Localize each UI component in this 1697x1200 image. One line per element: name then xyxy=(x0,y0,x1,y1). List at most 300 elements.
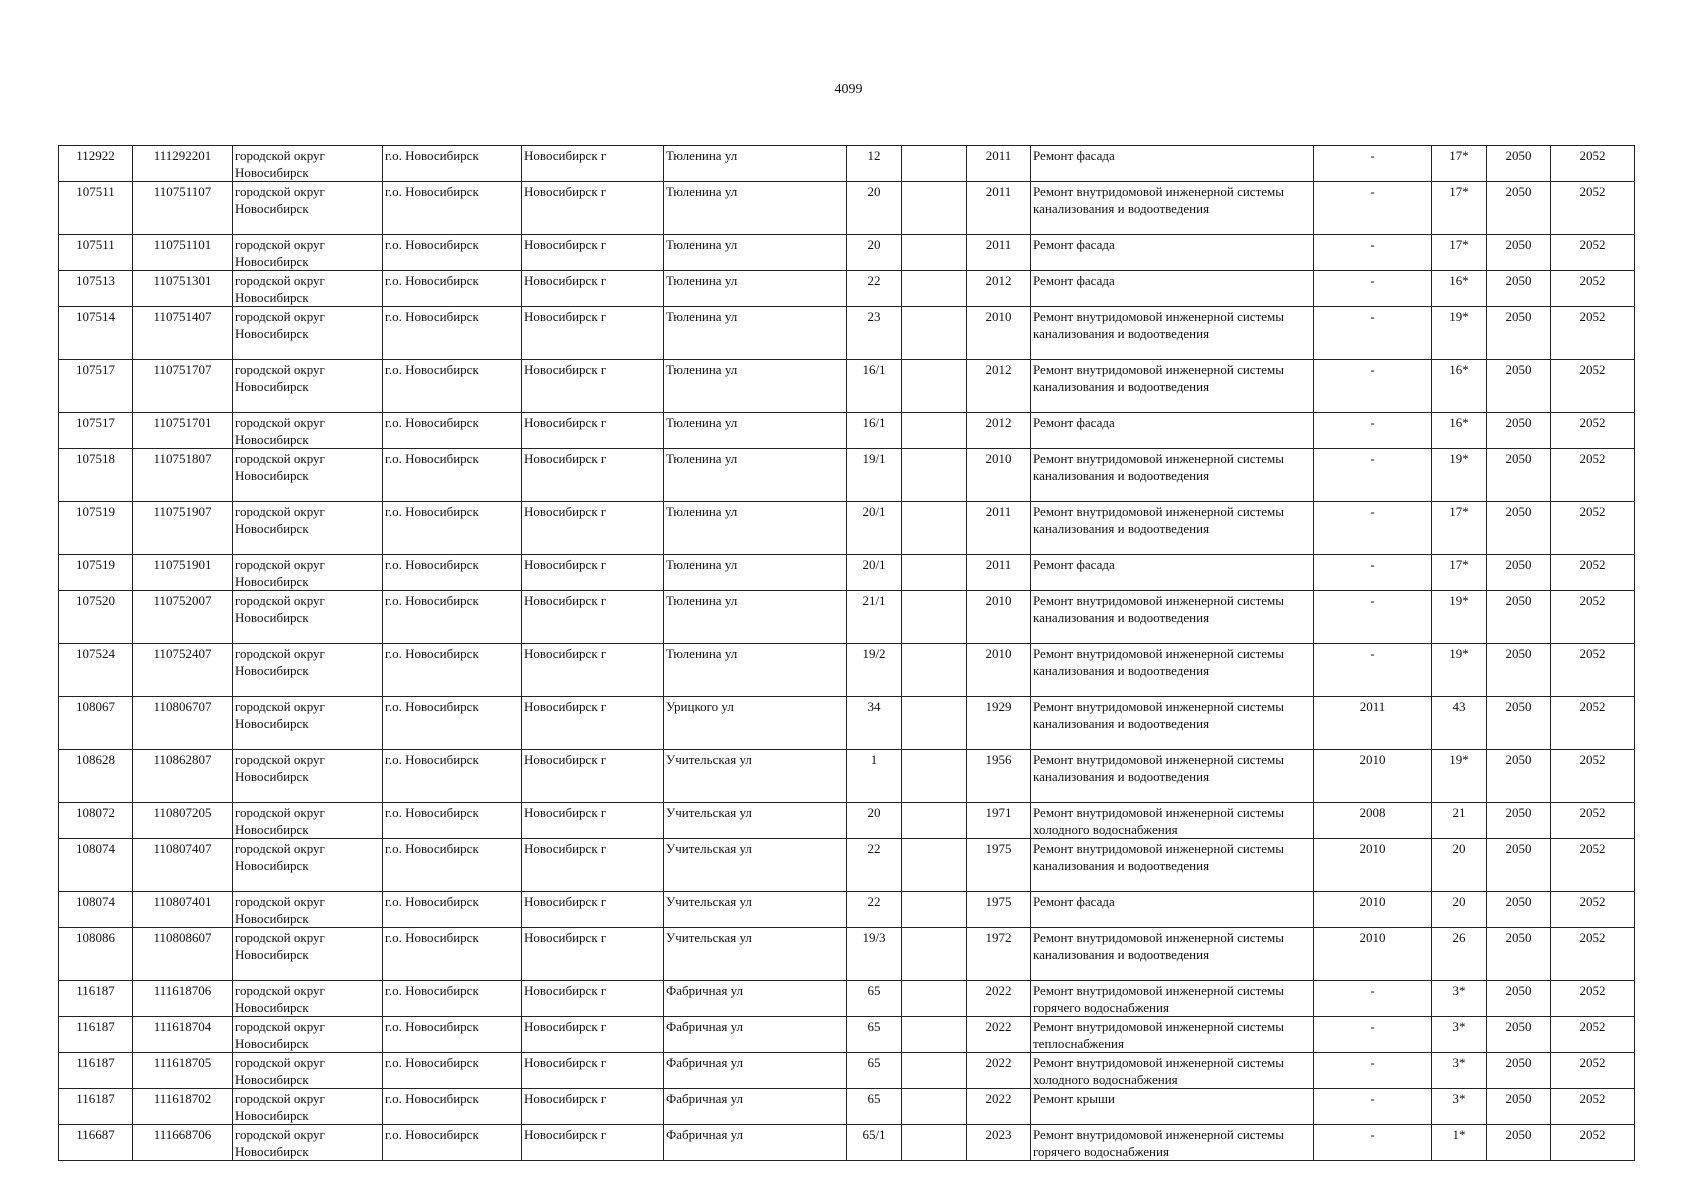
corpus-cell xyxy=(902,555,967,591)
plan-end-cell: 2052 xyxy=(1551,271,1635,307)
street-cell: Фабричная ул xyxy=(664,1017,847,1053)
house-id-cell: 108628 xyxy=(59,750,133,803)
work-type-cell: Ремонт внутридомовой инженерной системы канализования и водоотведения xyxy=(1031,307,1314,360)
work-code-cell: 111292201 xyxy=(133,146,233,182)
wear-cell: 3* xyxy=(1432,981,1487,1017)
settlement-cell: г.о. Новосибирск xyxy=(383,1053,522,1089)
work-code-cell: 110751907 xyxy=(133,502,233,555)
municipality-cell: городской округ Новосибирск xyxy=(233,644,383,697)
table-body xyxy=(59,146,1635,1161)
street-cell: Урицкого ул xyxy=(664,697,847,750)
plan-end-cell: 2052 xyxy=(1551,307,1635,360)
house-number-cell: 12 xyxy=(847,146,902,182)
street-cell: Тюленина ул xyxy=(664,555,847,591)
work-type-cell: Ремонт внутридомовой инженерной системы канализования и водоотведения xyxy=(1031,644,1314,697)
last-repair-year-cell: 2008 xyxy=(1314,803,1432,839)
house-id-cell: 107520 xyxy=(59,591,133,644)
street-cell: Фабричная ул xyxy=(664,1089,847,1125)
municipality-cell: городской округ Новосибирск xyxy=(233,1053,383,1089)
work-code-cell: 110751107 xyxy=(133,182,233,235)
year-built-cell: 2011 xyxy=(967,235,1031,271)
municipality-cell: городской округ Новосибирск xyxy=(233,839,383,892)
table-row xyxy=(59,803,1635,839)
house-number-cell: 20/1 xyxy=(847,502,902,555)
house-id-cell: 108072 xyxy=(59,803,133,839)
settlement-cell: г.о. Новосибирск xyxy=(383,307,522,360)
wear-cell: 19* xyxy=(1432,449,1487,502)
settlement-cell: г.о. Новосибирск xyxy=(383,981,522,1017)
table-row xyxy=(59,1053,1635,1089)
page-number: 4099 xyxy=(834,82,863,97)
street-cell: Фабричная ул xyxy=(664,981,847,1017)
corpus-cell xyxy=(902,449,967,502)
table-row xyxy=(59,591,1635,644)
street-cell: Учительская ул xyxy=(664,750,847,803)
last-repair-year-cell: 2010 xyxy=(1314,839,1432,892)
street-cell: Тюленина ул xyxy=(664,591,847,644)
plan-start-cell: 2050 xyxy=(1487,182,1551,235)
work-type-cell: Ремонт крыши xyxy=(1031,1089,1314,1125)
last-repair-year-cell: - xyxy=(1314,413,1432,449)
year-built-cell: 2022 xyxy=(967,1017,1031,1053)
locality-cell: Новосибирск г xyxy=(522,502,664,555)
locality-cell: Новосибирск г xyxy=(522,750,664,803)
street-cell: Учительская ул xyxy=(664,928,847,981)
work-code-cell: 110751707 xyxy=(133,360,233,413)
year-built-cell: 1972 xyxy=(967,928,1031,981)
plan-start-cell: 2050 xyxy=(1487,1089,1551,1125)
corpus-cell xyxy=(902,644,967,697)
house-id-cell: 107517 xyxy=(59,360,133,413)
house-number-cell: 20 xyxy=(847,803,902,839)
street-cell: Фабричная ул xyxy=(664,1053,847,1089)
house-id-cell: 107519 xyxy=(59,502,133,555)
wear-cell: 43 xyxy=(1432,697,1487,750)
settlement-cell: г.о. Новосибирск xyxy=(383,892,522,928)
street-cell: Тюленина ул xyxy=(664,360,847,413)
work-code-cell: 110808607 xyxy=(133,928,233,981)
locality-cell: Новосибирск г xyxy=(522,1017,664,1053)
year-built-cell: 1975 xyxy=(967,892,1031,928)
last-repair-year-cell: - xyxy=(1314,981,1432,1017)
year-built-cell: 2011 xyxy=(967,146,1031,182)
work-code-cell: 111668706 xyxy=(133,1125,233,1161)
plan-start-cell: 2050 xyxy=(1487,644,1551,697)
street-cell: Тюленина ул xyxy=(664,271,847,307)
corpus-cell xyxy=(902,1089,967,1125)
locality-cell: Новосибирск г xyxy=(522,839,664,892)
wear-cell: 26 xyxy=(1432,928,1487,981)
work-type-cell: Ремонт внутридомовой инженерной системы канализования и водоотведения xyxy=(1031,360,1314,413)
plan-end-cell: 2052 xyxy=(1551,449,1635,502)
plan-end-cell: 2052 xyxy=(1551,981,1635,1017)
street-cell: Учительская ул xyxy=(664,803,847,839)
house-id-cell: 116687 xyxy=(59,1125,133,1161)
settlement-cell: г.о. Новосибирск xyxy=(383,360,522,413)
table-row xyxy=(59,413,1635,449)
settlement-cell: г.о. Новосибирск xyxy=(383,413,522,449)
work-code-cell: 110807401 xyxy=(133,892,233,928)
street-cell: Учительская ул xyxy=(664,839,847,892)
corpus-cell xyxy=(902,307,967,360)
house-id-cell: 116187 xyxy=(59,1017,133,1053)
wear-cell: 3* xyxy=(1432,1053,1487,1089)
plan-end-cell: 2052 xyxy=(1551,1053,1635,1089)
house-number-cell: 16/1 xyxy=(847,413,902,449)
work-type-cell: Ремонт фасада xyxy=(1031,555,1314,591)
table-row xyxy=(59,502,1635,555)
house-number-cell: 65 xyxy=(847,981,902,1017)
corpus-cell xyxy=(902,1017,967,1053)
work-type-cell: Ремонт внутридомовой инженерной системы канализования и водоотведения xyxy=(1031,839,1314,892)
year-built-cell: 1971 xyxy=(967,803,1031,839)
wear-cell: 20 xyxy=(1432,839,1487,892)
year-built-cell: 2011 xyxy=(967,182,1031,235)
work-type-cell: Ремонт внутридомовой инженерной системы канализования и водоотведения xyxy=(1031,502,1314,555)
last-repair-year-cell: - xyxy=(1314,360,1432,413)
house-number-cell: 20 xyxy=(847,182,902,235)
table-row xyxy=(59,182,1635,235)
table-row xyxy=(59,892,1635,928)
work-type-cell: Ремонт фасада xyxy=(1031,413,1314,449)
last-repair-year-cell: - xyxy=(1314,182,1432,235)
repair-schedule-table xyxy=(58,145,1635,1161)
house-number-cell: 34 xyxy=(847,697,902,750)
house-number-cell: 65/1 xyxy=(847,1125,902,1161)
year-built-cell: 2012 xyxy=(967,413,1031,449)
plan-end-cell: 2052 xyxy=(1551,644,1635,697)
table-row xyxy=(59,307,1635,360)
year-built-cell: 2011 xyxy=(967,555,1031,591)
work-type-cell: Ремонт фасада xyxy=(1031,235,1314,271)
last-repair-year-cell: - xyxy=(1314,1089,1432,1125)
year-built-cell: 2010 xyxy=(967,644,1031,697)
municipality-cell: городской округ Новосибирск xyxy=(233,502,383,555)
table-row xyxy=(59,1089,1635,1125)
wear-cell: 16* xyxy=(1432,360,1487,413)
table-row xyxy=(59,235,1635,271)
work-code-cell: 110751807 xyxy=(133,449,233,502)
wear-cell: 17* xyxy=(1432,235,1487,271)
street-cell: Тюленина ул xyxy=(664,449,847,502)
corpus-cell xyxy=(902,413,967,449)
plan-end-cell: 2052 xyxy=(1551,803,1635,839)
settlement-cell: г.о. Новосибирск xyxy=(383,146,522,182)
house-number-cell: 22 xyxy=(847,892,902,928)
wear-cell: 19* xyxy=(1432,644,1487,697)
house-id-cell: 108067 xyxy=(59,697,133,750)
last-repair-year-cell: 2010 xyxy=(1314,892,1432,928)
house-number-cell: 20/1 xyxy=(847,555,902,591)
work-code-cell: 111618706 xyxy=(133,981,233,1017)
plan-start-cell: 2050 xyxy=(1487,360,1551,413)
corpus-cell xyxy=(902,839,967,892)
settlement-cell: г.о. Новосибирск xyxy=(383,803,522,839)
plan-start-cell: 2050 xyxy=(1487,697,1551,750)
settlement-cell: г.о. Новосибирск xyxy=(383,182,522,235)
municipality-cell: городской округ Новосибирск xyxy=(233,1017,383,1053)
house-id-cell: 107517 xyxy=(59,413,133,449)
wear-cell: 16* xyxy=(1432,271,1487,307)
locality-cell: Новосибирск г xyxy=(522,360,664,413)
table-row xyxy=(59,360,1635,413)
work-code-cell: 110751407 xyxy=(133,307,233,360)
settlement-cell: г.о. Новосибирск xyxy=(383,1089,522,1125)
work-code-cell: 110752007 xyxy=(133,591,233,644)
house-id-cell: 107519 xyxy=(59,555,133,591)
table-row xyxy=(59,839,1635,892)
house-number-cell: 65 xyxy=(847,1053,902,1089)
settlement-cell: г.о. Новосибирск xyxy=(383,235,522,271)
last-repair-year-cell: - xyxy=(1314,307,1432,360)
table-row xyxy=(59,644,1635,697)
settlement-cell: г.о. Новосибирск xyxy=(383,449,522,502)
locality-cell: Новосибирск г xyxy=(522,271,664,307)
year-built-cell: 2010 xyxy=(967,307,1031,360)
plan-end-cell: 2052 xyxy=(1551,892,1635,928)
house-id-cell: 112922 xyxy=(59,146,133,182)
house-number-cell: 20 xyxy=(847,235,902,271)
house-id-cell: 107518 xyxy=(59,449,133,502)
locality-cell: Новосибирск г xyxy=(522,555,664,591)
settlement-cell: г.о. Новосибирск xyxy=(383,591,522,644)
house-id-cell: 107511 xyxy=(59,235,133,271)
municipality-cell: городской округ Новосибирск xyxy=(233,360,383,413)
plan-start-cell: 2050 xyxy=(1487,981,1551,1017)
last-repair-year-cell: - xyxy=(1314,1125,1432,1161)
table-row xyxy=(59,1125,1635,1161)
plan-start-cell: 2050 xyxy=(1487,1053,1551,1089)
last-repair-year-cell: 2011 xyxy=(1314,697,1432,750)
house-number-cell: 23 xyxy=(847,307,902,360)
locality-cell: Новосибирск г xyxy=(522,591,664,644)
wear-cell: 20 xyxy=(1432,892,1487,928)
corpus-cell xyxy=(902,892,967,928)
plan-end-cell: 2052 xyxy=(1551,697,1635,750)
settlement-cell: г.о. Новосибирск xyxy=(383,555,522,591)
street-cell: Фабричная ул xyxy=(664,1125,847,1161)
year-built-cell: 2022 xyxy=(967,1089,1031,1125)
house-id-cell: 107524 xyxy=(59,644,133,697)
work-code-cell: 111618705 xyxy=(133,1053,233,1089)
street-cell: Тюленина ул xyxy=(664,307,847,360)
street-cell: Тюленина ул xyxy=(664,235,847,271)
wear-cell: 19* xyxy=(1432,591,1487,644)
house-id-cell: 107511 xyxy=(59,182,133,235)
municipality-cell: городской округ Новосибирск xyxy=(233,307,383,360)
plan-end-cell: 2052 xyxy=(1551,928,1635,981)
last-repair-year-cell: - xyxy=(1314,1017,1432,1053)
corpus-cell xyxy=(902,146,967,182)
work-type-cell: Ремонт внутридомовой инженерной системы канализования и водоотведения xyxy=(1031,928,1314,981)
locality-cell: Новосибирск г xyxy=(522,1125,664,1161)
street-cell: Тюленина ул xyxy=(664,413,847,449)
municipality-cell: городской округ Новосибирск xyxy=(233,591,383,644)
last-repair-year-cell: - xyxy=(1314,449,1432,502)
work-code-cell: 110751301 xyxy=(133,271,233,307)
house-number-cell: 1 xyxy=(847,750,902,803)
house-number-cell: 22 xyxy=(847,839,902,892)
plan-start-cell: 2050 xyxy=(1487,413,1551,449)
work-code-cell: 110751701 xyxy=(133,413,233,449)
year-built-cell: 2010 xyxy=(967,449,1031,502)
wear-cell: 3* xyxy=(1432,1017,1487,1053)
year-built-cell: 1929 xyxy=(967,697,1031,750)
corpus-cell xyxy=(902,697,967,750)
table-row xyxy=(59,928,1635,981)
corpus-cell xyxy=(902,1125,967,1161)
house-id-cell: 108074 xyxy=(59,892,133,928)
last-repair-year-cell: 2010 xyxy=(1314,750,1432,803)
municipality-cell: городской округ Новосибирск xyxy=(233,803,383,839)
locality-cell: Новосибирск г xyxy=(522,928,664,981)
plan-end-cell: 2052 xyxy=(1551,591,1635,644)
plan-start-cell: 2050 xyxy=(1487,803,1551,839)
plan-end-cell: 2052 xyxy=(1551,750,1635,803)
work-code-cell: 111618704 xyxy=(133,1017,233,1053)
plan-end-cell: 2052 xyxy=(1551,413,1635,449)
settlement-cell: г.о. Новосибирск xyxy=(383,1125,522,1161)
plan-start-cell: 2050 xyxy=(1487,928,1551,981)
locality-cell: Новосибирск г xyxy=(522,182,664,235)
plan-start-cell: 2050 xyxy=(1487,307,1551,360)
house-id-cell: 107514 xyxy=(59,307,133,360)
work-type-cell: Ремонт внутридомовой инженерной системы горячего водоснабжения xyxy=(1031,981,1314,1017)
wear-cell: 19* xyxy=(1432,750,1487,803)
house-number-cell: 19/3 xyxy=(847,928,902,981)
wear-cell: 17* xyxy=(1432,555,1487,591)
wear-cell: 21 xyxy=(1432,803,1487,839)
plan-start-cell: 2050 xyxy=(1487,449,1551,502)
locality-cell: Новосибирск г xyxy=(522,413,664,449)
municipality-cell: городской округ Новосибирск xyxy=(233,449,383,502)
table-row xyxy=(59,555,1635,591)
wear-cell: 3* xyxy=(1432,1089,1487,1125)
municipality-cell: городской округ Новосибирск xyxy=(233,271,383,307)
house-id-cell: 108086 xyxy=(59,928,133,981)
settlement-cell: г.о. Новосибирск xyxy=(383,839,522,892)
work-type-cell: Ремонт внутридомовой инженерной системы канализования и водоотведения xyxy=(1031,449,1314,502)
corpus-cell xyxy=(902,235,967,271)
work-type-cell: Ремонт внутридомовой инженерной системы холодного водоснабжения xyxy=(1031,1053,1314,1089)
municipality-cell: городской округ Новосибирск xyxy=(233,1089,383,1125)
work-code-cell: 110806707 xyxy=(133,697,233,750)
settlement-cell: г.о. Новосибирск xyxy=(383,697,522,750)
wear-cell: 19* xyxy=(1432,307,1487,360)
house-id-cell: 107513 xyxy=(59,271,133,307)
plan-start-cell: 2050 xyxy=(1487,1125,1551,1161)
street-cell: Тюленина ул xyxy=(664,182,847,235)
house-id-cell: 108074 xyxy=(59,839,133,892)
table-row xyxy=(59,146,1635,182)
settlement-cell: г.о. Новосибирск xyxy=(383,271,522,307)
plan-start-cell: 2050 xyxy=(1487,235,1551,271)
locality-cell: Новосибирск г xyxy=(522,449,664,502)
plan-start-cell: 2050 xyxy=(1487,839,1551,892)
year-built-cell: 2012 xyxy=(967,360,1031,413)
work-code-cell: 111618702 xyxy=(133,1089,233,1125)
plan-end-cell: 2052 xyxy=(1551,502,1635,555)
table-row xyxy=(59,1017,1635,1053)
corpus-cell xyxy=(902,1053,967,1089)
last-repair-year-cell: - xyxy=(1314,591,1432,644)
corpus-cell xyxy=(902,182,967,235)
year-built-cell: 2011 xyxy=(967,502,1031,555)
municipality-cell: городской округ Новосибирск xyxy=(233,928,383,981)
plan-end-cell: 2052 xyxy=(1551,235,1635,271)
corpus-cell xyxy=(902,928,967,981)
locality-cell: Новосибирск г xyxy=(522,981,664,1017)
locality-cell: Новосибирск г xyxy=(522,644,664,697)
plan-end-cell: 2052 xyxy=(1551,1017,1635,1053)
municipality-cell: городской округ Новосибирск xyxy=(233,1125,383,1161)
last-repair-year-cell: - xyxy=(1314,502,1432,555)
plan-start-cell: 2050 xyxy=(1487,271,1551,307)
house-number-cell: 16/1 xyxy=(847,360,902,413)
wear-cell: 17* xyxy=(1432,502,1487,555)
table-row xyxy=(59,750,1635,803)
locality-cell: Новосибирск г xyxy=(522,235,664,271)
municipality-cell: городской округ Новосибирск xyxy=(233,182,383,235)
house-number-cell: 19/1 xyxy=(847,449,902,502)
plan-end-cell: 2052 xyxy=(1551,360,1635,413)
year-built-cell: 2022 xyxy=(967,981,1031,1017)
plan-end-cell: 2052 xyxy=(1551,1089,1635,1125)
locality-cell: Новосибирск г xyxy=(522,892,664,928)
house-id-cell: 116187 xyxy=(59,981,133,1017)
work-type-cell: Ремонт фасада xyxy=(1031,271,1314,307)
year-built-cell: 2023 xyxy=(967,1125,1031,1161)
last-repair-year-cell: - xyxy=(1314,644,1432,697)
work-code-cell: 110751101 xyxy=(133,235,233,271)
locality-cell: Новосибирск г xyxy=(522,1089,664,1125)
municipality-cell: городской округ Новосибирск xyxy=(233,235,383,271)
plan-start-cell: 2050 xyxy=(1487,502,1551,555)
last-repair-year-cell: - xyxy=(1314,146,1432,182)
plan-start-cell: 2050 xyxy=(1487,591,1551,644)
municipality-cell: городской округ Новосибирск xyxy=(233,981,383,1017)
settlement-cell: г.о. Новосибирск xyxy=(383,928,522,981)
house-number-cell: 65 xyxy=(847,1017,902,1053)
year-built-cell: 2012 xyxy=(967,271,1031,307)
last-repair-year-cell: - xyxy=(1314,555,1432,591)
locality-cell: Новосибирск г xyxy=(522,697,664,750)
settlement-cell: г.о. Новосибирск xyxy=(383,1017,522,1053)
work-type-cell: Ремонт внутридомовой инженерной системы горячего водоснабжения xyxy=(1031,1125,1314,1161)
street-cell: Тюленина ул xyxy=(664,644,847,697)
work-type-cell: Ремонт внутридомовой инженерной системы холодного водоснабжения xyxy=(1031,803,1314,839)
plan-end-cell: 2052 xyxy=(1551,182,1635,235)
house-id-cell: 116187 xyxy=(59,1053,133,1089)
work-code-cell: 110807407 xyxy=(133,839,233,892)
wear-cell: 17* xyxy=(1432,146,1487,182)
street-cell: Учительская ул xyxy=(664,892,847,928)
work-code-cell: 110752407 xyxy=(133,644,233,697)
plan-end-cell: 2052 xyxy=(1551,1125,1635,1161)
plan-end-cell: 2052 xyxy=(1551,839,1635,892)
house-number-cell: 19/2 xyxy=(847,644,902,697)
table-row xyxy=(59,449,1635,502)
table-row xyxy=(59,981,1635,1017)
corpus-cell xyxy=(902,502,967,555)
plan-start-cell: 2050 xyxy=(1487,146,1551,182)
work-type-cell: Ремонт внутридомовой инженерной системы канализования и водоотведения xyxy=(1031,591,1314,644)
work-type-cell: Ремонт фасада xyxy=(1031,146,1314,182)
work-code-cell: 110807205 xyxy=(133,803,233,839)
year-built-cell: 1956 xyxy=(967,750,1031,803)
year-built-cell: 2010 xyxy=(967,591,1031,644)
plan-start-cell: 2050 xyxy=(1487,892,1551,928)
